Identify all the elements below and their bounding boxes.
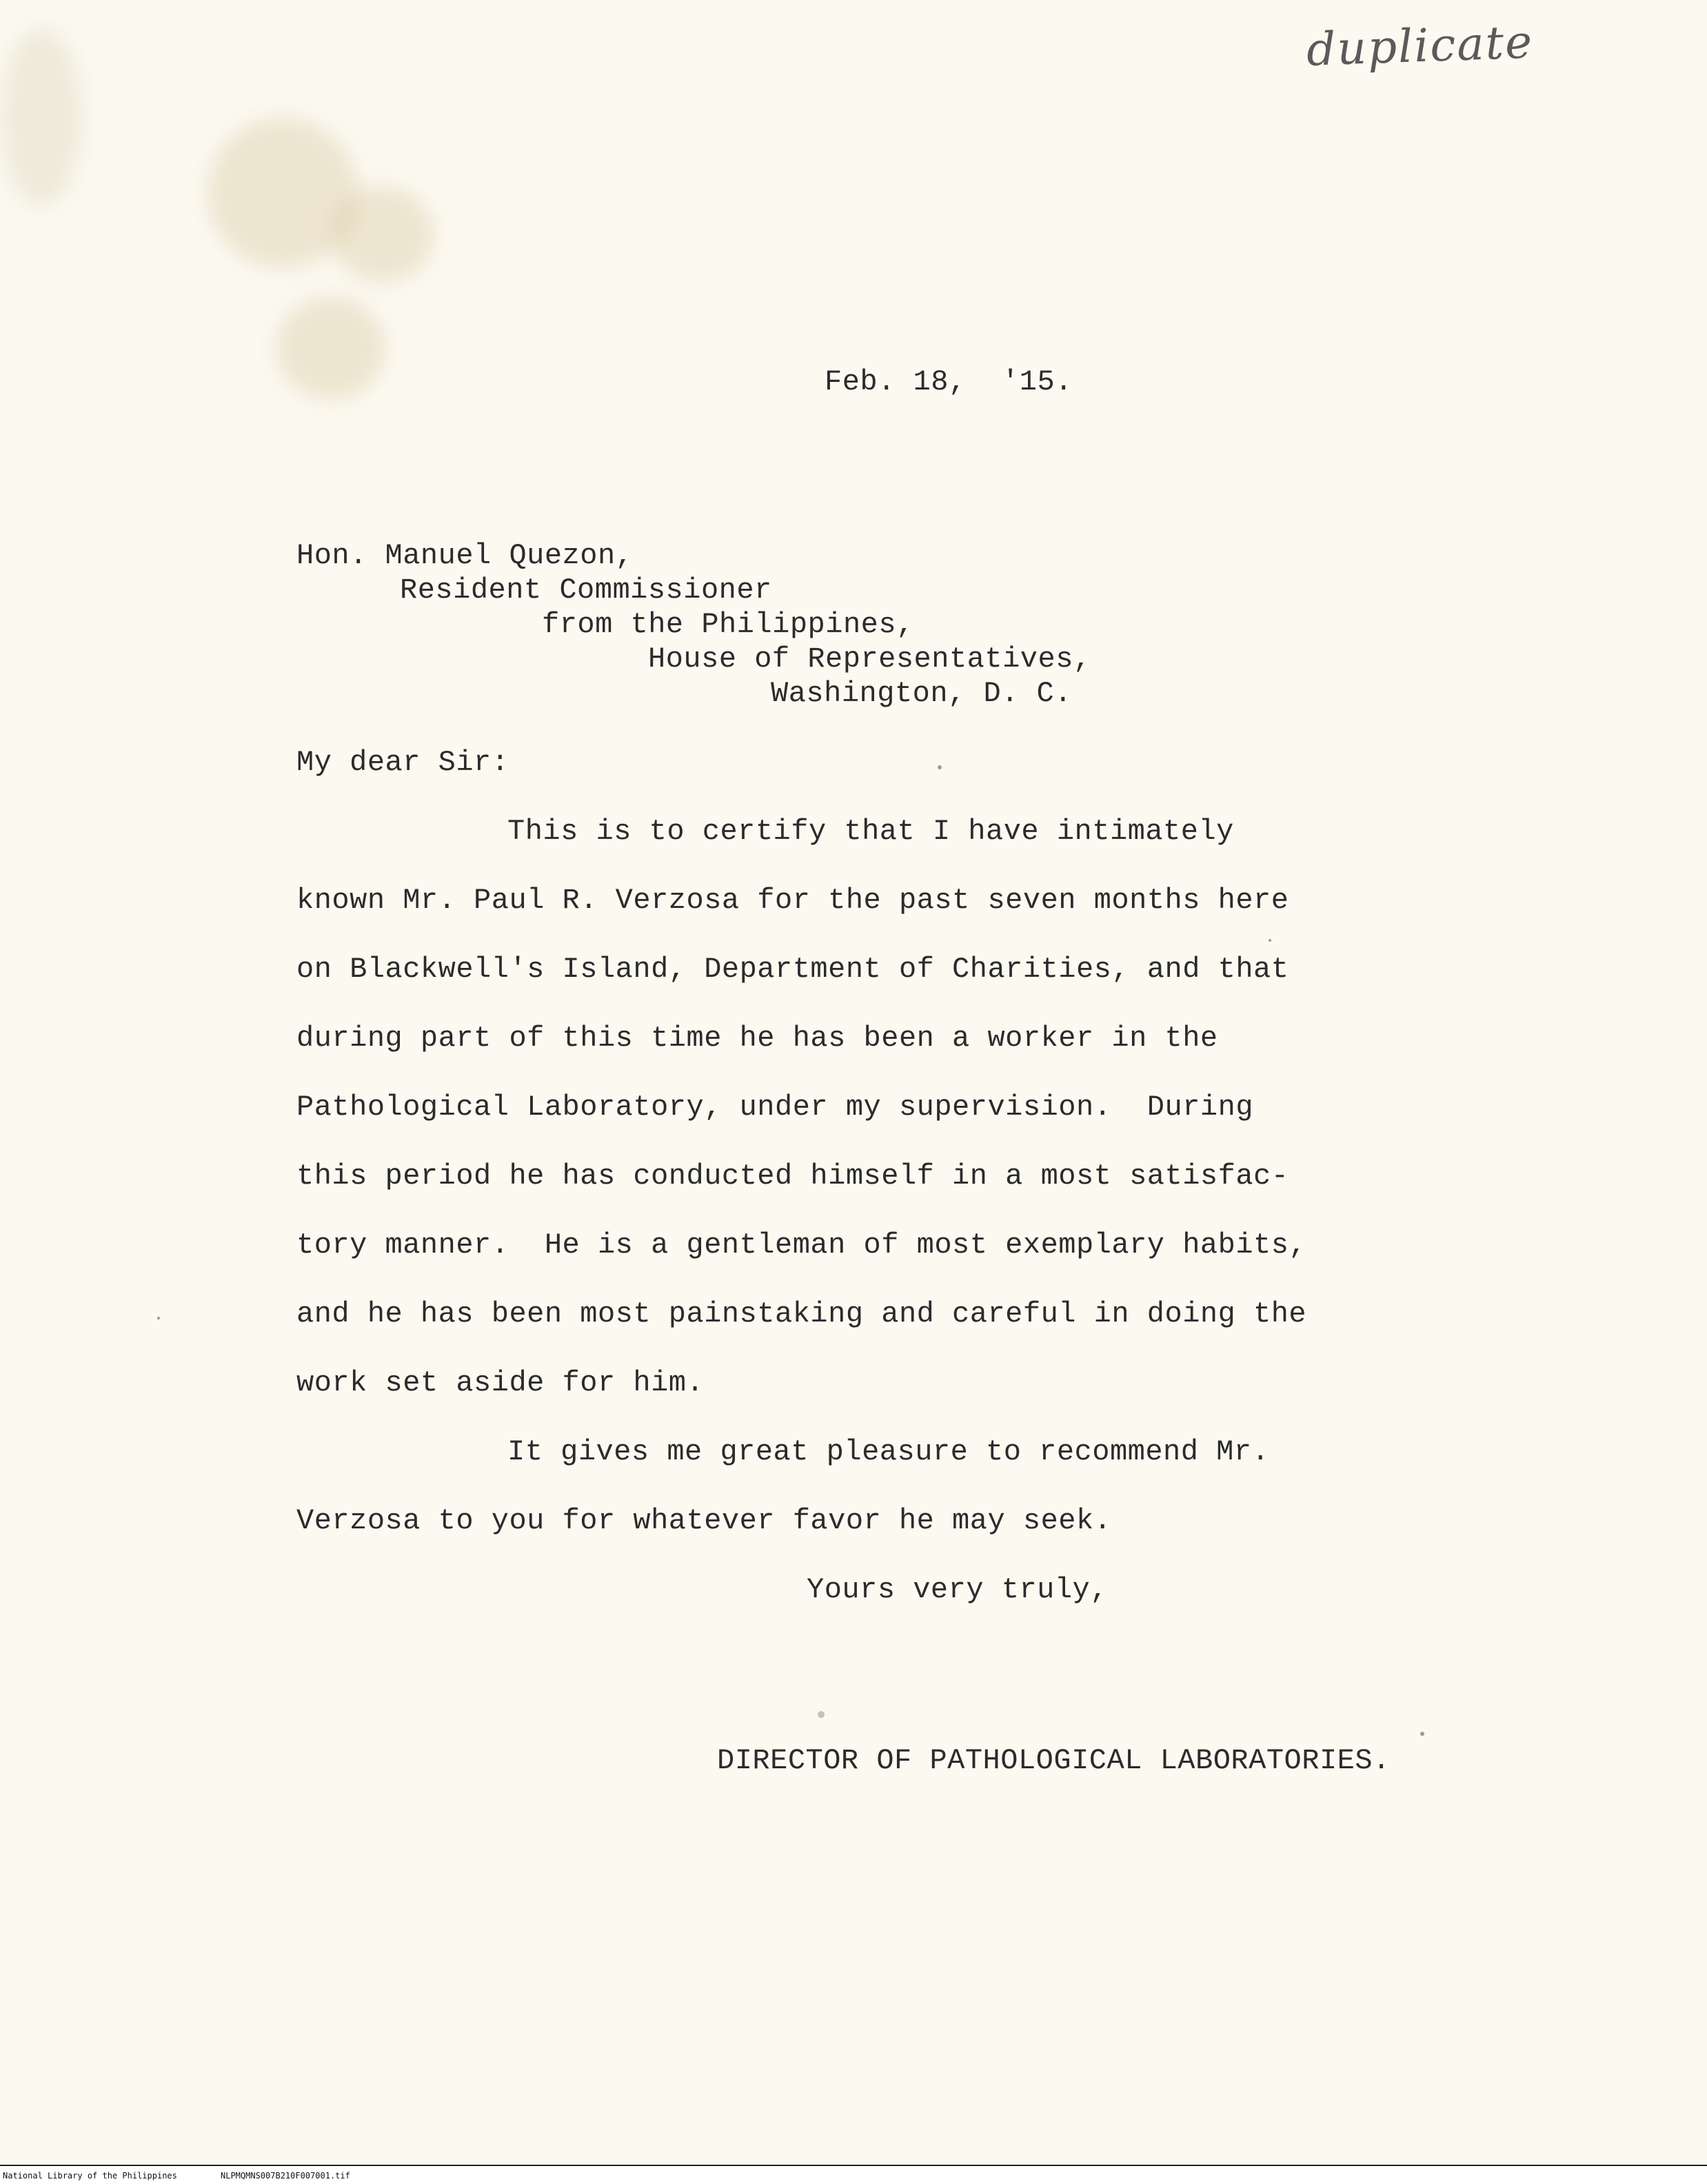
ink-speck — [938, 765, 942, 769]
body-line: during part of this time he has been a worker in the — [296, 1022, 1218, 1055]
body-line: This is to certify that I have intimately — [507, 815, 1234, 848]
letter-date: Feb. 18, '15. — [825, 365, 1073, 398]
ink-speck — [818, 1711, 825, 1718]
address-line: Hon. Manuel Quezon, — [296, 539, 634, 572]
scan-filename: NLPMQMNS007B210F007001.tif — [221, 2171, 350, 2181]
address-line: House of Representatives, — [648, 643, 1091, 676]
ink-speck — [1420, 1732, 1424, 1736]
signature-title: DIRECTOR OF PATHOLOGICAL LABORATORIES. — [717, 1744, 1391, 1777]
body-line: this period he has conducted himself in a most satisfac- — [296, 1160, 1289, 1193]
address-line: Washington, D. C. — [771, 677, 1072, 710]
water-stain — [276, 296, 386, 400]
address-line: from the Philippines, — [542, 608, 914, 641]
water-stain — [0, 28, 83, 207]
body-line: and he has been most painstaking and careful in doing the — [296, 1297, 1307, 1331]
ink-speck — [157, 1317, 160, 1320]
address-line: Resident Commissioner — [400, 574, 772, 607]
body-line: It gives me great pleasure to recommend Mr. — [507, 1435, 1270, 1468]
closing: Yours very truly, — [807, 1573, 1108, 1606]
handwritten-annotation: duplicate — [1305, 15, 1535, 77]
library-credit: National Library of the Philippines — [3, 2171, 177, 2181]
body-line: tory manner. He is a gentleman of most exemplary habits, — [296, 1228, 1307, 1262]
salutation: My dear Sir: — [296, 746, 509, 779]
body-line: known Mr. Paul R. Verzosa for the past seven months here — [296, 884, 1289, 917]
body-line: on Blackwell's Island, Department of Charities, and that — [296, 953, 1289, 986]
body-line: Pathological Laboratory, under my supervision. During — [296, 1091, 1254, 1124]
water-stain — [331, 186, 434, 283]
body-line: Verzosa to you for whatever favor he may seek. — [296, 1504, 1112, 1537]
body-line: work set aside for him. — [296, 1366, 705, 1399]
ink-speck — [1269, 939, 1271, 942]
